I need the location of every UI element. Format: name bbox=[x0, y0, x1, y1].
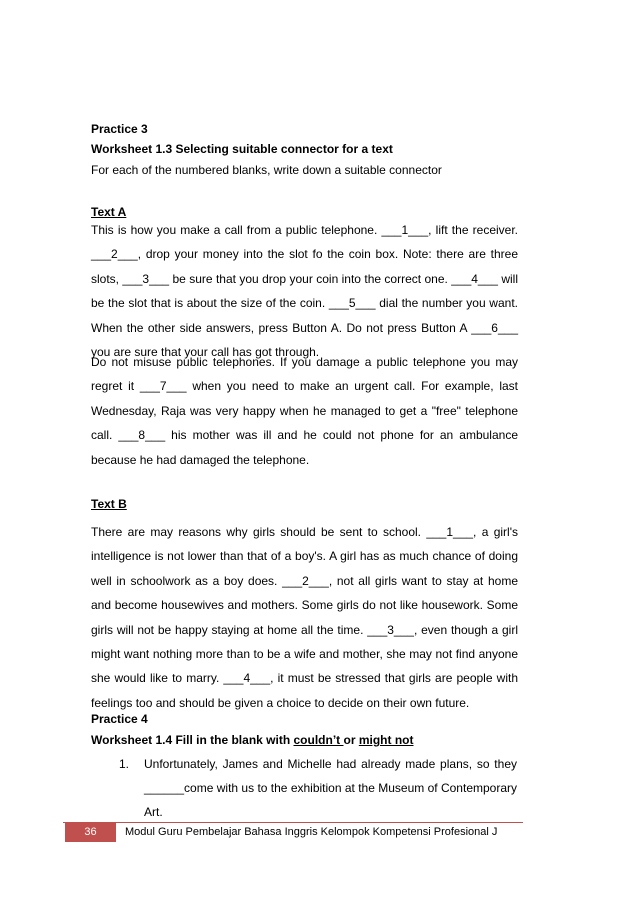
text-a-heading: Text A bbox=[91, 205, 127, 219]
text-a-paragraph-2: Do not misuse public telephones. If you damage a public telephone you may regret it ___7___ when you need to make an urgent call. For example, last Wednesday, Raja was very happy when he managed to get a "free" telephone call. ___8___ his mother was ill and he could not phone for an ambulance because he had damaged the telephone. bbox=[91, 355, 518, 467]
footer-text: Modul Guru Pembelajar Bahasa Inggris Kelompok Kompetensi Profesional J bbox=[125, 826, 498, 838]
option-or: or bbox=[343, 733, 359, 747]
practice3-heading: Practice 3 bbox=[91, 122, 148, 136]
text-a-paragraph-1: This is how you make a call from a public telephone. ___1___, lift the receiver. ___2___, drop your money into the slot fo the coin box. Note: there are three slots, ___3___ be sure that you drop your coin into the correct one. ___4___ will be the slot that is about the size of the coin. ___5___ dial the number you want. When the other side answers, press Button A. Do not press Button A ___6___ you are sure that your call has got through. bbox=[91, 223, 518, 360]
list-item-number: 1. bbox=[119, 757, 130, 771]
option-might-not: might not bbox=[358, 733, 414, 747]
practice4-heading: Practice 4 bbox=[91, 712, 148, 726]
worksheet-1-3-title: Worksheet 1.3 Selecting suitable connector for a text bbox=[91, 142, 393, 156]
text-b-paragraph-1: There are may reasons why girls should be sent to school. ___1___, a girl's intelligence is not lower than that of a boy's. A girl has as much chance of doing well in schoolwork as a boy does. ___2___, not all girls want to stay at home and become housewives and mothers. Some girls do not like housework. Some girls will not be happy staying at home all the time. ___3___, even though a girl might want nothing more than to be a wife and mother, she may not find anyone she would like to marry. ___4___, it must be stressed that girls are people with feelings too and should be given a choice to decide on their own future. bbox=[91, 525, 518, 710]
option-couldnt: couldn’t bbox=[293, 733, 344, 747]
practice3-instruction: For each of the numbered blanks, write down a suitable connector bbox=[91, 163, 442, 177]
footer-rule bbox=[63, 822, 523, 823]
worksheet-1-4-prefix: Worksheet 1.4 Fill in the blank with bbox=[91, 733, 294, 747]
text-b-heading: Text B bbox=[91, 497, 127, 511]
list-item-text: Unfortunately, James and Michelle had already made plans, so they ______come with us to the exhibition at the Museum of Contemporary Art. bbox=[144, 757, 517, 819]
page-number-badge: 36 bbox=[65, 823, 116, 842]
worksheet-1-4-title bbox=[91, 733, 413, 747]
